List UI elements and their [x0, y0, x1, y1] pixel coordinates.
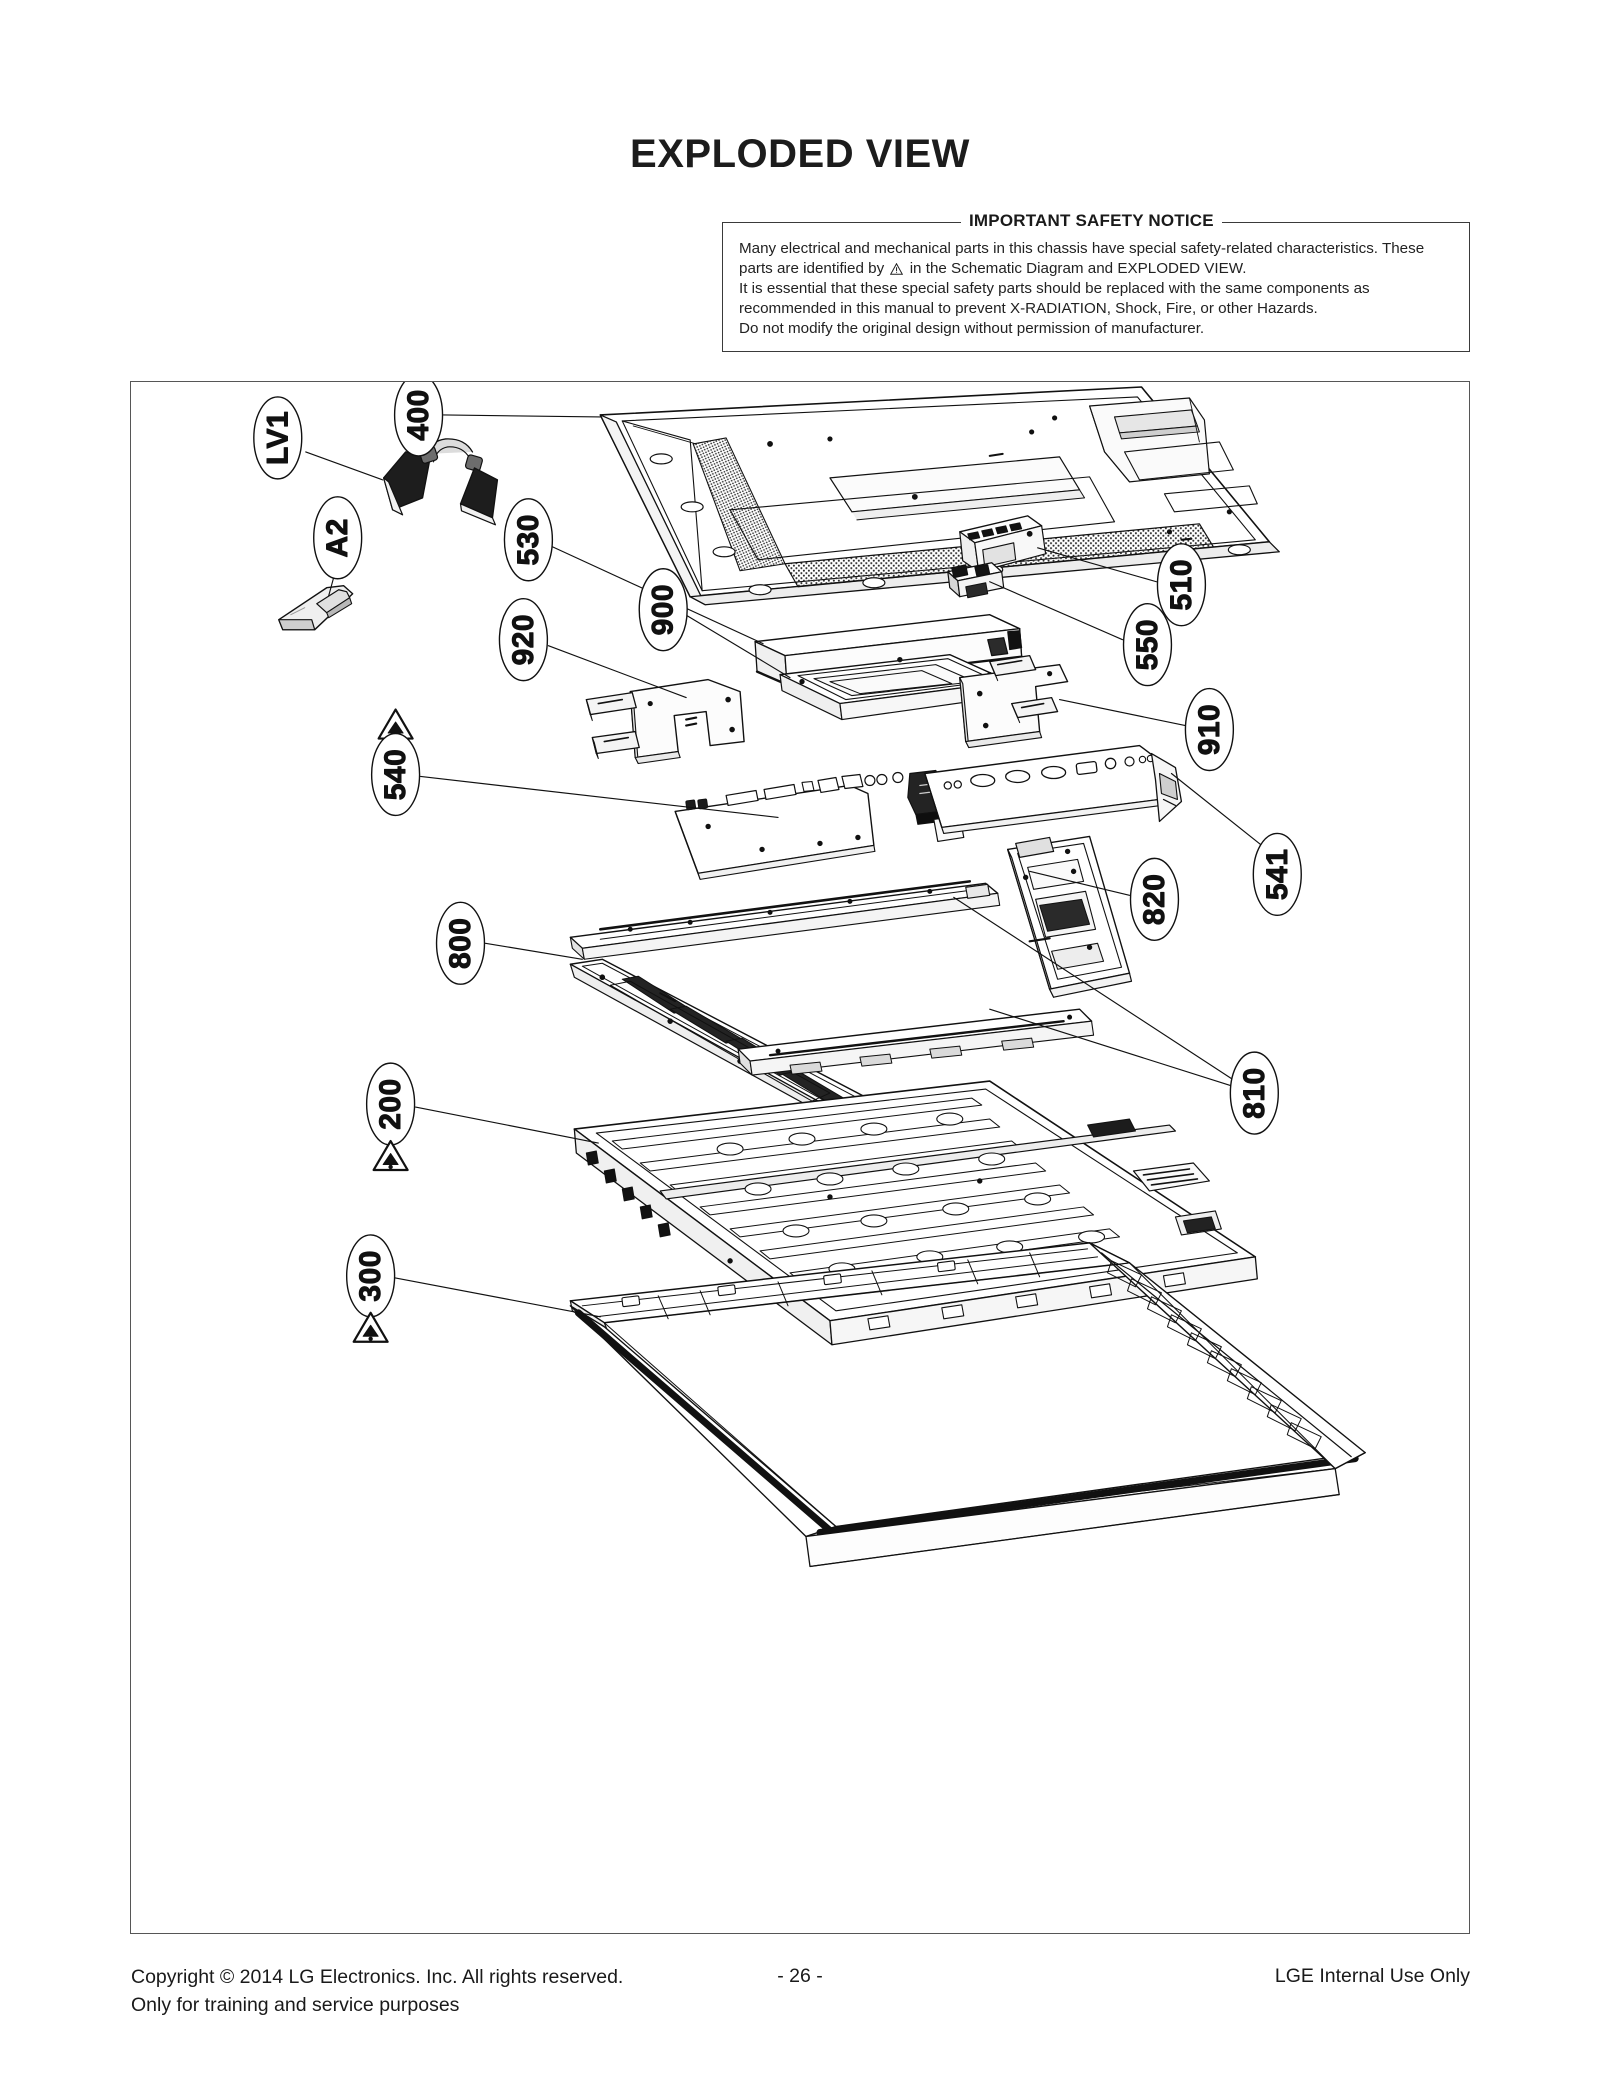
callout-label-530: 530 [511, 514, 545, 566]
callout-label-200: 200 [374, 1078, 408, 1130]
callout-label-920: 920 [506, 613, 540, 666]
callout-label-540: 540 [379, 748, 413, 801]
page-footer [0, 1963, 1600, 2043]
callout-label-800: 800 [444, 917, 478, 970]
callout-800[interactable] [437, 902, 485, 984]
safety-notice-line-2 [739, 259, 1453, 279]
warning-triangle-icon-200 [374, 1141, 408, 1170]
callout-400[interactable] [395, 382, 443, 456]
part-540-main-pcb [675, 770, 964, 879]
callout-label-541: 541 [1260, 848, 1294, 901]
callout-300[interactable] [347, 1235, 395, 1342]
callout-540[interactable] [372, 710, 420, 816]
safety-notice-line-1: Many electrical and mechanical parts in this chassis have special safety-related characteristics. These [739, 240, 1425, 257]
callout-label-a2: A2 [321, 518, 355, 558]
part-a2-remote-control [279, 586, 353, 630]
exploded-view-drawing-frame [130, 381, 1470, 1934]
callout-label-820: 820 [1137, 873, 1171, 926]
callout-510[interactable] [1157, 544, 1205, 626]
part-920-left-hinge-bracket [586, 680, 744, 764]
part-550-ir-sensor-board [948, 563, 1004, 598]
callout-810[interactable] [1230, 1052, 1278, 1134]
copyright-line-1: Copyright © 2014 LG Electronics. Inc. All rights reserved. [131, 1966, 624, 1988]
part-541-main-pcb-shield [925, 746, 1182, 834]
callout-label-400: 400 [402, 389, 436, 441]
callout-label-550: 550 [1130, 618, 1164, 671]
callout-550[interactable] [1124, 604, 1172, 686]
callout-900[interactable] [639, 569, 687, 651]
warning-triangle-icon-300 [354, 1313, 388, 1342]
callout-820[interactable] [1131, 858, 1179, 940]
callout-530[interactable] [504, 499, 552, 581]
callout-a2[interactable] [314, 497, 362, 579]
part-lv1-lvds-cable [384, 439, 498, 525]
exploded-view-drawing [131, 382, 1469, 1933]
callout-label-810: 810 [1237, 1067, 1271, 1119]
callout-label-910: 910 [1192, 703, 1226, 756]
safety-notice-line-4: recommended in this manual to prevent X-RADIATION, Shock, Fire, or other Hazards. [739, 300, 1318, 318]
safety-notice-line-2a: parts are identified by [739, 260, 885, 278]
callout-label-900: 900 [646, 583, 680, 636]
page-title: EXPLODED VIEW [630, 132, 970, 176]
part-810-upper-frame-rail [570, 881, 999, 959]
internal-use-label: LGE Internal Use Only [1274, 1965, 1470, 1987]
safety-notice-line-5: Do not modify the original design without permission of manufacturer. [739, 320, 1205, 338]
callout-label-300: 300 [354, 1250, 388, 1302]
safety-notice-line-3: It is essential that these special safety parts should be replaced with the same components as [739, 280, 1370, 298]
callout-label-510: 510 [1164, 559, 1198, 611]
callout-920[interactable] [499, 599, 547, 681]
warning-triangle-icon [890, 261, 903, 273]
safety-notice-line-2b: in the Schematic Diagram and EXPLODED VIEW. [909, 260, 1247, 278]
callout-label-lv1: LV1 [261, 410, 295, 466]
callout-541[interactable] [1253, 833, 1301, 915]
callout-lv1[interactable] [254, 397, 302, 479]
safety-notice-legend: IMPORTANT SAFETY NOTICE [961, 211, 1222, 231]
callout-910[interactable] [1185, 689, 1233, 771]
copyright-line-2: Only for training and service purposes [131, 1994, 460, 2017]
callout-200[interactable] [367, 1063, 415, 1170]
part-810-lower-frame-rail-second [738, 1009, 1093, 1075]
important-safety-notice-box [722, 211, 1470, 352]
page-number: - 26 - [777, 1965, 823, 1987]
